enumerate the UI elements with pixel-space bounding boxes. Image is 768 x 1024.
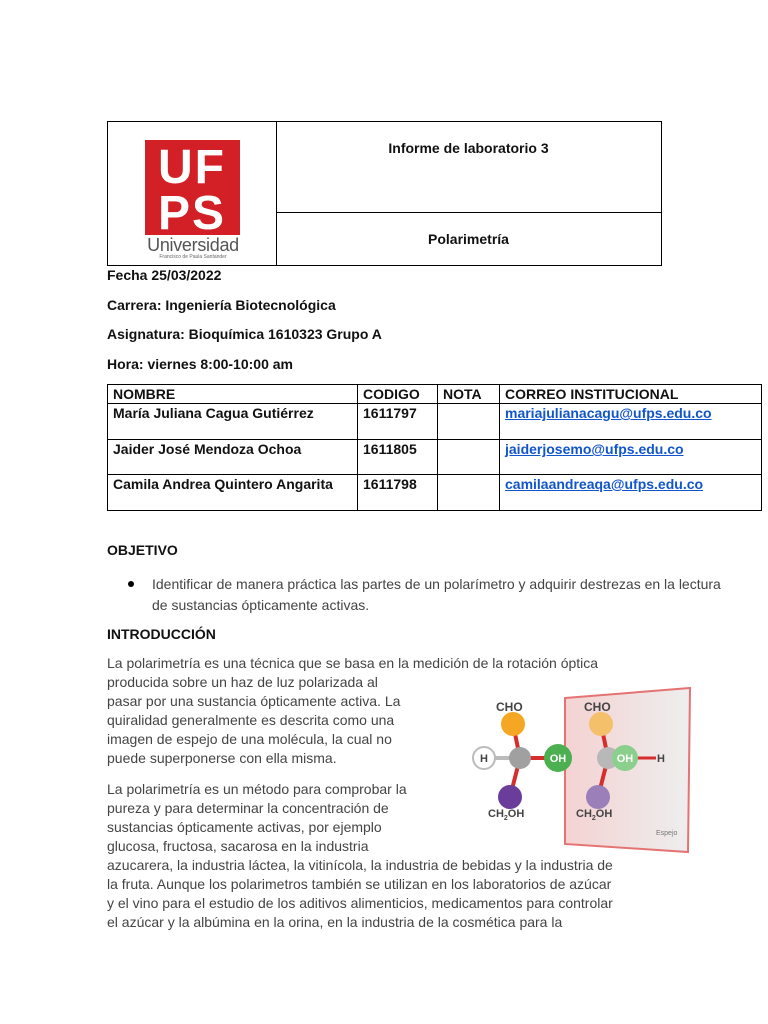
report-title: Informe de laboratorio 3 — [276, 122, 661, 213]
ch2oh-atom-left — [498, 785, 522, 809]
student-name: Camila Andrea Quintero Angarita — [108, 475, 358, 511]
mirror-label: Espejo — [656, 830, 678, 837]
intro-line: producida sobre un haz de luz polarizada al — [107, 674, 378, 690]
header-codigo: CODIGO — [358, 385, 438, 404]
student-grade — [438, 440, 500, 475]
meta-asignatura: Asignatura: Bioquímica 1610323 Grupo A — [107, 326, 382, 342]
ch2oh-label-left: $CH_2OH$ — [488, 808, 525, 822]
students-table — [107, 384, 762, 511]
oh-label-right: OH — [616, 753, 634, 765]
h-label-left: H — [480, 753, 488, 765]
meta-hora: Hora: viernes 8:00-10:00 am — [107, 356, 293, 372]
intro-line: el azúcar y la albúmina en la orina, en la industria de la cosmética para la — [107, 914, 563, 930]
bullet-icon — [128, 581, 134, 587]
introduccion-title: INTRODUCCIÓN — [107, 626, 216, 642]
student-code: 1611805 — [358, 440, 438, 475]
meta-fecha: Fecha 25/03/2022 — [107, 267, 222, 283]
logo-letters-top: UF — [158, 141, 226, 194]
header-nombre: NOMBRE — [108, 385, 358, 404]
cho-label-left: CHO — [496, 700, 523, 714]
intro-line: sustancias ópticamente activas, por ejemplo — [107, 819, 382, 835]
intro-line: pasar por una sustancia ópticamente activa. La — [107, 693, 401, 709]
meta-carrera: Carrera: Ingeniería Biotecnológica — [107, 297, 336, 313]
intro-line: pureza y para determinar la concentración de — [107, 800, 389, 816]
logo-cell — [108, 122, 277, 265]
student-email-link[interactable]: jaiderjosemo@ufps.edu.co — [500, 440, 762, 475]
cho-label-right: CHO — [584, 700, 611, 714]
h-label-right: H — [657, 753, 665, 765]
header-table — [107, 121, 662, 266]
logo-foundation-text: Francisco de Paula Santander — [159, 254, 227, 260]
cho-atom-left — [501, 712, 525, 736]
ufps-logo — [145, 140, 240, 235]
student-email-link[interactable]: camilaandreaqa@ufps.edu.co — [500, 475, 762, 511]
intro-line: la fruta. Aunque los polarimetros también se utilizan en los laboratorios de azúcar — [107, 876, 612, 892]
intro-line: glucosa, fructosa, sacarosa en la industria — [107, 838, 369, 854]
table-row — [108, 440, 762, 475]
intro-line: La polarimetría es una técnica que se basa en la medición de la rotación óptica — [107, 655, 599, 671]
objetivo-bullet — [128, 574, 728, 616]
intro-line: puede superponerse con ella misma. — [107, 750, 337, 766]
intro-line: quiralidad generalmente es descrita como una — [107, 712, 395, 728]
cho-atom-right — [589, 712, 613, 736]
logo-university-text: Universidad — [147, 235, 239, 255]
objetivo-title: OBJETIVO — [107, 542, 178, 558]
table-header-row — [108, 385, 762, 404]
ch2oh-atom-right — [586, 785, 610, 809]
intro-line: azucarera, la industria láctea, la vitinícola, la industria de bebidas y la industria de — [107, 857, 613, 873]
objetivo-text: Identificar de manera práctica las partes de un polarímetro y adquirir destrezas en la lectura de sustancias ópticamente activas. — [152, 576, 721, 613]
student-code: 1611797 — [358, 404, 438, 440]
report-subtitle: Polarimetría — [428, 231, 509, 247]
carbon-atom-left — [509, 747, 531, 769]
student-grade — [438, 475, 500, 511]
ch2oh-label-right: $CH_2OH$ — [576, 808, 613, 822]
intro-line: La polarimetría es un método para comprobar la — [107, 781, 407, 797]
oh-label-left: OH — [549, 753, 567, 765]
student-grade — [438, 404, 500, 440]
student-name: María Juliana Cagua Gutiérrez — [108, 404, 358, 440]
student-code: 1611798 — [358, 475, 438, 511]
intro-line: y el vino para el estudio de los aditivos alimenticios, medicamentos para controlar — [107, 895, 613, 911]
header-nota: NOTA — [438, 385, 500, 404]
student-name: Jaider José Mendoza Ochoa — [108, 440, 358, 475]
header-correo: CORREO INSTITUCIONAL — [500, 385, 762, 404]
intro-line: imagen de espejo de una molécula, la cual no — [107, 731, 392, 747]
student-email-link[interactable]: mariajulianacagu@ufps.edu.co — [500, 404, 762, 440]
logo-letters-bottom: PS — [157, 187, 227, 235]
chirality-figure — [460, 684, 700, 856]
table-row — [108, 475, 762, 511]
table-row — [108, 404, 762, 440]
